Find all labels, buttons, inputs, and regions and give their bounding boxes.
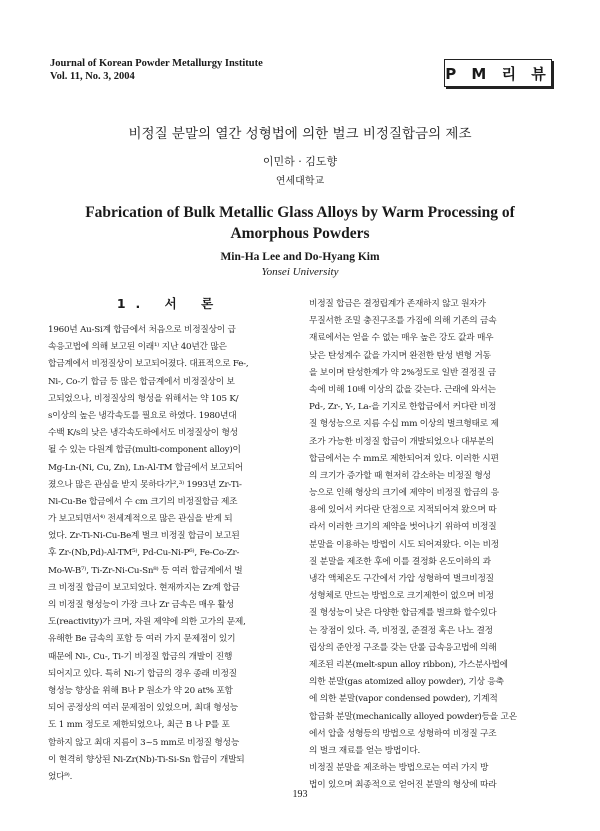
body-text-line: 비정질 합금은 결정립계가 존재하지 않고 원자가 <box>309 299 486 309</box>
section-heading: 1. 서 론 <box>116 296 224 311</box>
title-english-line: Fabrication of Bulk Metallic Glass Alloys by Warm Processing of <box>85 204 515 221</box>
body-text-line: 무질서한 조밀 충진구조를 가짐에 의해 기존의 금속 <box>309 316 497 327</box>
body-text-line: Ni-, Co-기 합금 등 많은 합금계에서 비정질상이 보 <box>48 376 235 387</box>
body-text-line: 의한 분말(gas atomized alloy powder), 기상 응축 <box>309 677 504 688</box>
body-text-line: 도(reactivity)가 크며, 자원 제약에 의한 고가의 문제, <box>48 617 246 628</box>
body-text-line: 될 수 있는 다원계 합금(multi-component alloy)이 <box>48 445 241 456</box>
body-text-line: 수백 K/s의 낮은 냉각속도하에서도 비정질상이 형성 <box>48 428 238 439</box>
body-text-line: 질 분말을 제조한 후에 이를 결정화 온도이하의 과 <box>309 556 491 567</box>
body-text-line: 비정질 분말을 제조하는 방법으로는 여러 가지 방 <box>309 763 489 774</box>
body-text-line: 립상의 준안정 구조를 갖는 단롤 급속응고법에 의해 <box>309 642 497 653</box>
body-text-line: 되어지고 있다. 특히 Ni-기 합금의 경우 종래 비정질 <box>48 668 237 679</box>
body-text-line: 가 보고되면서⁴⁾ 전세계적으로 많은 관심을 받게 되 <box>48 514 233 525</box>
body-text-line: 성형체로 만드는 방법으로 크기제한이 없으며 비정 <box>309 591 494 602</box>
body-text-line: 합금에서는 수 mm로 제한되어져 있다. 이러한 시편 <box>309 453 499 464</box>
body-text-line: 에 의한 분말(vapor condensed powder), 기계적 <box>309 694 498 705</box>
body-text-line: 법이 있으며 최종적으로 얻어진 분말의 형상에 따라 <box>309 780 497 791</box>
body-text-line: s이상의 높은 냉각속도를 필요로 하였다. 1980년대 <box>48 410 237 421</box>
title-english <box>0 202 600 244</box>
body-text-line: 의 비정질 형성능이 가장 크나 Zr 금속은 매우 활성 <box>48 600 234 610</box>
body-text-line: 질 형성능이 낮은 다양한 합금계를 벌크화 할수있다 <box>309 608 497 619</box>
body-text-line: 질 형성능으로 지름 수십 mm 이상의 벌크형태로 제 <box>309 419 499 430</box>
authors-english: Min-Ha Lee and Do-Hyang Kim <box>220 251 380 263</box>
body-text-line: 라서 이러한 크기의 제약을 벗어나기 위하여 비정질 <box>309 522 497 533</box>
body-text-line: 재료에서는 얻을 수 없는 매우 높은 강도 값과 매우 <box>309 333 494 344</box>
body-text-line: 조가 가능한 비정질 합금이 개발되었으나 대부분의 <box>309 436 494 447</box>
journal-name: Journal of Korean Powder Metallurgy Institute <box>50 58 263 69</box>
body-text-line: 유해한 Be 금속의 포함 등 여러 가지 문제점이 있기 <box>48 634 236 645</box>
title-korean: 비정질 분말의 열간 성형법에 의한 벌크 비정질합금의 제조 <box>128 126 472 142</box>
body-text-line: Mg-Ln-(Ni, Cu, Zn), Ln-Al-TM 합금에서 보고되어 <box>48 462 244 473</box>
body-text-line: Mo-W-B⁷⁾, Ti-Zr-Ni-Cu-Sn⁸⁾ 등 여러 합금계에서 벌 <box>48 565 243 576</box>
body-text-line: Ni-Cu-Be 합금에서 수 cm 크기의 비정질합금 제조 <box>48 496 238 507</box>
left-column <box>48 322 296 786</box>
body-text-line: 이 현격히 향상된 Ni-Zr(Nb)-Ti-Si-Sn 합금이 개발되 <box>48 754 245 765</box>
body-text-line: 었다⁹⁾. <box>48 771 73 782</box>
body-text-line: 의 크기가 증가할 때 현저히 감소하는 비정질 형성 <box>309 470 491 481</box>
body-text-line: 제조된 리본(melt-spun alloy ribbon), 가스분사법에 <box>309 659 508 670</box>
body-text-line: 합금화 분말(mechanically alloyed powder)등을 고온 <box>309 711 517 722</box>
body-text-line: 냉각 액체온도 구간에서 가압 성형하여 벌크비정질 <box>309 574 494 584</box>
body-text-line: 을 보이며 탄성한계가 약 2%정도로 일반 결정질 금 <box>309 367 496 378</box>
body-text-line: 후 Zr-(Nb,Pd)-Al-TM⁵⁾, Pd-Cu-Ni-P⁶⁾, Fe-Co-Zr- <box>48 548 240 559</box>
body-text-line: 분말을 이용하는 방법이 시도 되어져왔다. 이는 비정 <box>309 539 499 550</box>
body-text-line: 능으로 인해 형상의 크기에 제약이 비정질 합금의 응 <box>309 488 499 499</box>
body-text-line: 졌으나 많은 관심을 받지 못하다가²,³⁾ 1993년 Zr-Ti- <box>48 479 242 490</box>
body-text-line: Pd-, Zr-, Y-, La-을 기지로 한합금에서 커다란 비정 <box>309 402 497 413</box>
authors-korean: 이민하 · 김도향 <box>262 155 338 168</box>
body-text-line: 는 장점이 있다. 즉, 비정질, 준결정 혹은 나노 결정 <box>309 625 493 636</box>
affiliation-english: Yonsei University <box>261 266 339 278</box>
body-text-line: 낮은 탄성계수 값을 가지며 완전한 탄성 변형 거동 <box>309 350 491 361</box>
body-text-line: 에서 압출 성형등의 방법으로 성형하여 비정질 구조 <box>309 728 497 739</box>
body-text-line: 속응고법에 의해 보고된 이래¹⁾ 지난 40년간 많은 <box>48 342 227 353</box>
body-text-line: 1960년 Au-Si계 합금에서 처음으로 비정질상이 급 <box>48 325 236 335</box>
body-text-line: 용에 있어서 커다란 단점으로 지적되어져 왔으며 따 <box>309 505 497 516</box>
pm-review-badge: P M 리 뷰 <box>444 59 552 87</box>
affiliation-korean: 연세대학교 <box>275 176 325 187</box>
right-column <box>309 296 557 794</box>
body-text-line: 때문에 Ni-, Cu-, Ti-기 비정질 합금의 개발이 진행 <box>48 651 233 662</box>
body-text-line: 형성능 향상을 위해 B나 P 원소가 약 20 at% 포함 <box>48 685 233 696</box>
body-text-line: 었다. Zr-Ti-Ni-Cu-Be계 벌크 비정질 합금이 보고된 <box>48 531 240 542</box>
page-number: 193 <box>292 789 308 800</box>
body-text-line: 고되었으나, 비정질상의 형성을 위해서는 약 105 K/ <box>48 393 239 404</box>
journal-volume: Vol. 11, No. 3, 2004 <box>50 71 135 82</box>
body-text-line: 도 1 mm 정도로 제한되었으나, 최근 B 나 P를 포 <box>48 720 230 731</box>
body-text-line: 속에 비해 10배 이상의 값을 갖는다. 근래에 와서는 <box>309 384 496 395</box>
body-text-line: 의 벌크 재료를 얻는 방법이다. <box>309 745 421 756</box>
title-english-line: Amorphous Powders <box>230 225 370 242</box>
body-text-line: 합금계에서 비정질상이 보고되어졌다. 대표적으로 Fe-, <box>48 359 249 370</box>
body-text-line: 되어 공정상의 여러 문제점이 있었으며, 최대 형성능 <box>48 703 238 714</box>
body-text-line: 함하지 않고 최대 지름이 3~5 mm로 비정질 형성능 <box>48 737 240 748</box>
journal-header <box>50 57 263 83</box>
body-text-line: 크 비정질 합금이 보고되었다. 현재까지는 Zr계 합금 <box>48 582 240 593</box>
